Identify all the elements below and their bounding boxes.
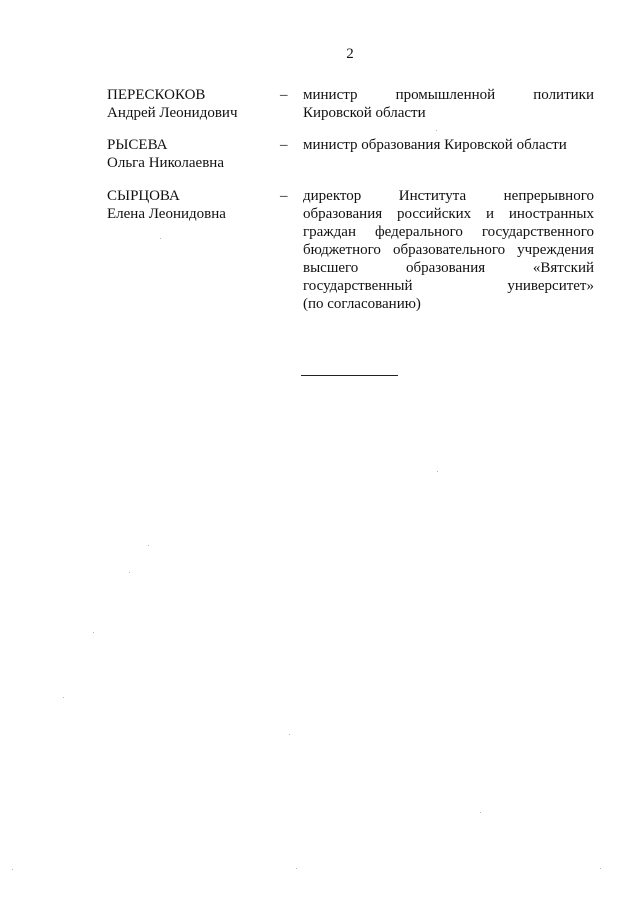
scan-speck xyxy=(600,868,601,869)
position-line: граждан федерального государственного xyxy=(303,224,594,240)
scan-speck xyxy=(436,130,437,131)
scan-speck xyxy=(437,471,438,472)
separator-dash: – xyxy=(280,137,288,153)
scan-speck xyxy=(160,238,161,239)
member-name xyxy=(107,136,277,172)
member-surname: СЫРЦОВА xyxy=(107,188,180,204)
member-position xyxy=(303,136,594,154)
member-position xyxy=(303,86,594,122)
scan-speck xyxy=(148,545,149,546)
position-line: (по согласованию) xyxy=(303,296,421,312)
position-line: бюджетного образовательного учреждения xyxy=(303,242,594,258)
scan-speck xyxy=(12,869,13,870)
scan-speck xyxy=(93,632,94,633)
scan-speck xyxy=(129,572,130,573)
member-name xyxy=(107,86,277,122)
separator-dash: – xyxy=(280,87,288,103)
member-surname: РЫСЕВА xyxy=(107,137,168,153)
scan-speck xyxy=(296,868,297,869)
separator-dash: – xyxy=(280,188,288,204)
position-line: министр промышленной политики xyxy=(303,87,594,103)
member-given-names: Елена Леонидовна xyxy=(107,206,226,222)
scan-speck xyxy=(63,697,64,698)
position-line: высшего образования «Вятский xyxy=(303,260,594,276)
position-line: государственный университет» xyxy=(303,278,594,294)
page-number: 2 xyxy=(346,46,354,62)
member-given-names: Андрей Леонидович xyxy=(107,105,238,121)
position-line: директор Института непрерывного xyxy=(303,188,594,204)
member-name xyxy=(107,187,277,223)
closing-rule xyxy=(301,375,398,376)
position-line: министр образования Кировской области xyxy=(303,137,567,153)
member-surname: ПЕРЕСКОКОВ xyxy=(107,87,206,103)
scan-speck xyxy=(289,734,290,735)
member-position xyxy=(303,187,594,313)
member-given-names: Ольга Николаевна xyxy=(107,155,224,171)
position-line: Кировской области xyxy=(303,105,426,121)
scan-speck xyxy=(480,812,481,813)
position-line: образования российских и иностранных xyxy=(303,206,594,222)
